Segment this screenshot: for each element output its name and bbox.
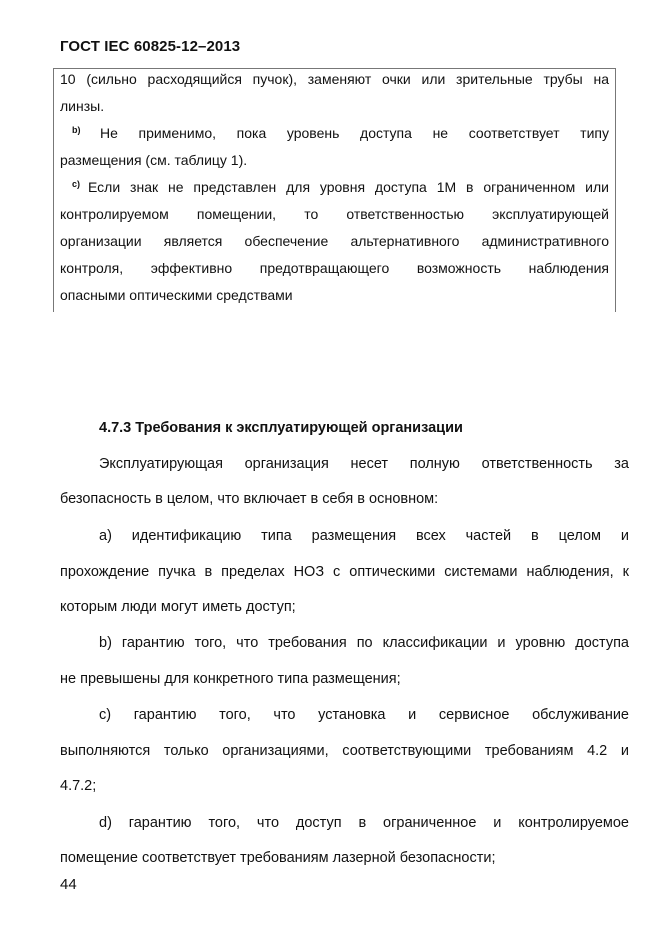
list-item-c-line: c) гарантию того, что установка и сервисное обслуживание xyxy=(99,707,629,723)
footnote-c-line: Если знак не представлен для уровня доступа 1М в ограниченном или xyxy=(88,179,609,195)
footnote-c-marker: c) xyxy=(72,179,81,189)
list-item-d-line: помещение соответствует требованиям лазерной безопасности; xyxy=(60,850,496,866)
list-item-a-line: прохождение пучка в пределах НОЗ с оптическими системами наблюдения, к xyxy=(60,564,629,580)
list-item-a-line: которым люди могут иметь доступ; xyxy=(60,599,296,615)
footnote-c-line: опасными оптическими средствами xyxy=(60,287,293,303)
paragraph-line: Эксплуатирующая организация несет полную ответственность за xyxy=(99,456,629,472)
list-item-a-line: а) идентификацию типа размещения всех частей в целом и xyxy=(99,528,629,544)
table-footnotes-box xyxy=(53,68,616,312)
list-item-c-line: 4.7.2; xyxy=(60,778,97,794)
list-item-b-line: b) гарантию того, что требования по классификации и уровню доступа xyxy=(99,635,629,651)
note-line: 10 (сильно расходящийся пучок), заменяют очки или зрительные трубы на xyxy=(60,71,609,87)
footnote-b-line: Не применимо, пока уровень доступа не соответствует типу xyxy=(100,125,609,141)
page-number: 44 xyxy=(60,876,77,893)
footnote-c-line: контролируемом помещении, то ответственностью эксплуатирующей xyxy=(60,206,609,222)
paragraph-line: безопасность в целом, что включает в себя в основном: xyxy=(60,491,439,507)
list-item-c-line: выполняются только организациями, соответствующими требованиям 4.2 и xyxy=(60,743,629,759)
list-item-b-line: не превышены для конкретного типа размещения; xyxy=(60,671,401,687)
section-heading: 4.7.3 Требования к эксплуатирующей организации xyxy=(99,420,463,436)
footnote-b-marker: b) xyxy=(72,125,81,135)
document-header: ГОСТ IEC 60825-12–2013 xyxy=(60,38,241,55)
footnote-b-line: размещения (см. таблицу 1). xyxy=(60,152,248,168)
footnote-c-line: контроля, эффективно предотвращающего возможность наблюдения xyxy=(60,260,609,276)
note-line: линзы. xyxy=(60,98,105,114)
footnote-c-line: организации является обеспечение альтернативного административного xyxy=(60,233,609,249)
table-top-border xyxy=(54,68,615,69)
list-item-d-line: d) гарантию того, что доступ в ограниченное и контролируемое xyxy=(99,815,629,831)
